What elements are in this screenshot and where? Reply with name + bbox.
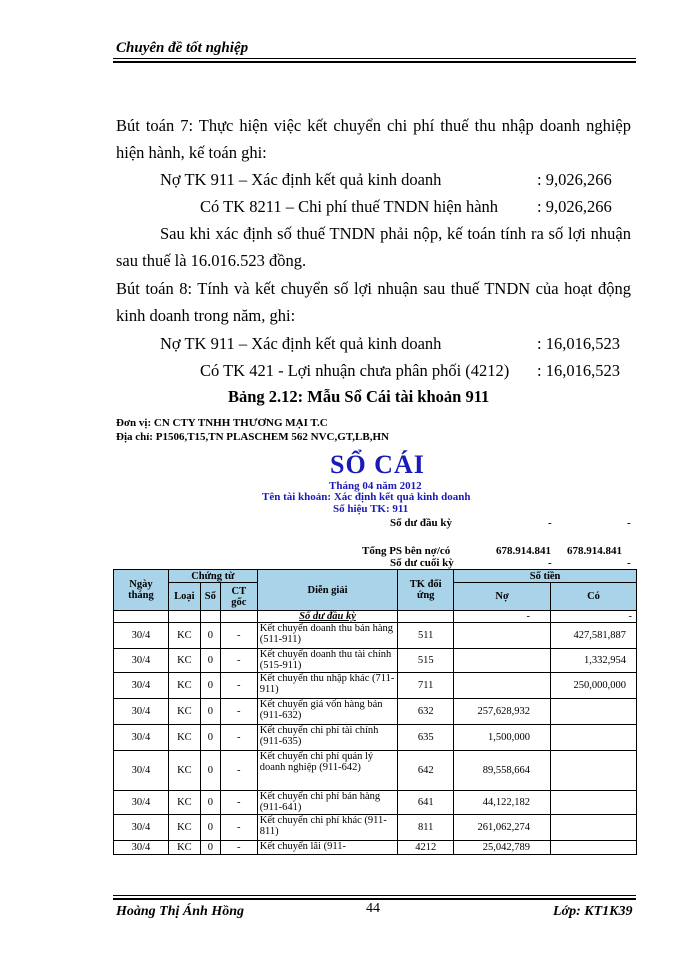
row-ct-goc: - bbox=[220, 699, 257, 725]
header-divider-thick bbox=[113, 61, 636, 63]
col-ct-goc: CT gốc bbox=[220, 583, 257, 611]
table-row bbox=[114, 815, 637, 841]
col-debit: Nợ bbox=[454, 583, 551, 611]
no911-a-value: : 9,026,266 bbox=[537, 170, 612, 189]
entry7-line1: Bút toán 7: Thực hiện việc kết chuyển chi phí thuế thu nhập doanh nghiệp bbox=[116, 116, 631, 135]
row-ct-goc: - bbox=[220, 725, 257, 751]
footer-divider-thick bbox=[113, 898, 636, 900]
row-contra: 642 bbox=[398, 751, 454, 791]
row-debit: 257,628,932 bbox=[454, 699, 551, 725]
row-contra: 4212 bbox=[398, 841, 454, 855]
col-description: Diễn giải bbox=[257, 570, 398, 611]
header-divider bbox=[113, 58, 636, 59]
row-description: Kết chuyển thu nhập khác (711-911) bbox=[257, 673, 398, 699]
row-number: 0 bbox=[200, 815, 220, 841]
row-contra: 641 bbox=[398, 791, 454, 815]
col-contra: TK đối ứng bbox=[398, 570, 454, 611]
co8211-label: Có TK 8211 – Chi phí thuế TNDN hiện hành bbox=[200, 197, 499, 216]
row-credit bbox=[551, 725, 637, 751]
row-date: 30/4 bbox=[114, 815, 169, 841]
row-credit: 427,581,887 bbox=[551, 623, 637, 649]
row-ct-goc: - bbox=[220, 673, 257, 699]
row-date: 30/4 bbox=[114, 673, 169, 699]
col-type: Loại bbox=[168, 583, 200, 611]
row-contra: 635 bbox=[398, 725, 454, 751]
row-contra: 811 bbox=[398, 815, 454, 841]
row-type: KC bbox=[168, 649, 200, 673]
row-number: 0 bbox=[200, 649, 220, 673]
col-credit: Có bbox=[551, 583, 637, 611]
ledger-account-no: Số hiệu TK: 911 bbox=[333, 503, 409, 515]
table-row bbox=[114, 841, 637, 855]
row-date: 30/4 bbox=[114, 791, 169, 815]
row-type: KC bbox=[168, 623, 200, 649]
row-number: 0 bbox=[200, 841, 220, 855]
col-amount: Số tiền bbox=[454, 570, 637, 583]
row-debit: 25,042,789 bbox=[454, 841, 551, 855]
row-type: KC bbox=[168, 841, 200, 855]
row-number: 0 bbox=[200, 751, 220, 791]
opening-row-credit: - bbox=[551, 611, 637, 623]
table-caption: Bảng 2.12: Mẫu Sổ Cái tài khoản 911 bbox=[228, 387, 490, 406]
closing-balance-credit: - bbox=[627, 557, 631, 569]
row-type: KC bbox=[168, 699, 200, 725]
row-number: 0 bbox=[200, 673, 220, 699]
row-description: Kết chuyển lãi (911- bbox=[257, 841, 398, 855]
row-number: 0 bbox=[200, 623, 220, 649]
row-credit: 250,000,000 bbox=[551, 673, 637, 699]
row-ct-goc: - bbox=[220, 841, 257, 855]
row-ct-goc: - bbox=[220, 623, 257, 649]
opening-balance-label: Số dư đầu kỳ bbox=[390, 517, 452, 529]
entry8-line1: Bút toán 8: Tính và kết chuyển số lợi nhuận sau thuế TNDN của hoạt động bbox=[116, 279, 631, 298]
row-ct-goc: - bbox=[220, 751, 257, 791]
row-type: KC bbox=[168, 815, 200, 841]
table-row bbox=[114, 699, 637, 725]
row-type: KC bbox=[168, 725, 200, 751]
row-debit: 44,122,182 bbox=[454, 791, 551, 815]
row-number: 0 bbox=[200, 725, 220, 751]
no911-b-label: Nợ TK 911 – Xác định kết quả kinh doanh bbox=[160, 334, 442, 353]
row-type: KC bbox=[168, 751, 200, 791]
co421-label: Có TK 421 - Lợi nhuận chưa phân phối (4212) bbox=[200, 361, 510, 380]
table-row bbox=[114, 673, 637, 699]
row-number: 0 bbox=[200, 699, 220, 725]
table-row bbox=[114, 623, 637, 649]
row-contra: 711 bbox=[398, 673, 454, 699]
para-line2: sau thuế là 16.016.523 đồng. bbox=[116, 251, 307, 270]
table-row bbox=[114, 725, 637, 751]
row-date: 30/4 bbox=[114, 623, 169, 649]
row-contra: 511 bbox=[398, 623, 454, 649]
row-number: 0 bbox=[200, 791, 220, 815]
footer-class: Lớp: KT1K39 bbox=[553, 904, 633, 919]
col-voucher: Chứng từ bbox=[168, 570, 257, 583]
row-description: Kết chuyển chi phí bán hàng (911-641) bbox=[257, 791, 398, 815]
entry8-line2: kinh doanh trong năm, ghi: bbox=[116, 306, 296, 325]
row-ct-goc: - bbox=[220, 791, 257, 815]
row-date: 30/4 bbox=[114, 649, 169, 673]
row-description: Kết chuyển chi phí khác (911-811) bbox=[257, 815, 398, 841]
no911-a-label: Nợ TK 911 – Xác định kết quả kinh doanh bbox=[160, 170, 442, 189]
ledger-month: Tháng 04 năm 2012 bbox=[329, 480, 422, 492]
table-row bbox=[114, 751, 637, 791]
row-debit bbox=[454, 649, 551, 673]
row-date: 30/4 bbox=[114, 841, 169, 855]
row-credit: 1,332,954 bbox=[551, 649, 637, 673]
row-credit bbox=[551, 841, 637, 855]
row-debit bbox=[454, 623, 551, 649]
row-type: KC bbox=[168, 791, 200, 815]
total-label: Tổng PS bên nợ/có bbox=[362, 545, 451, 557]
row-ct-goc: - bbox=[220, 649, 257, 673]
closing-balance-debit: - bbox=[548, 557, 552, 569]
row-description: Kết chuyển chi phí quản lý doanh nghiệp (911-642) bbox=[257, 751, 398, 791]
total-credit: 678.914.841 bbox=[567, 545, 622, 557]
row-type: KC bbox=[168, 673, 200, 699]
table-row bbox=[114, 649, 637, 673]
opening-balance-credit: - bbox=[627, 517, 631, 529]
row-description: Kết chuyển doanh thu tài chính (515-911) bbox=[257, 649, 398, 673]
closing-balance-label: Số dư cuối kỳ bbox=[390, 557, 454, 569]
row-date: 30/4 bbox=[114, 725, 169, 751]
row-date: 30/4 bbox=[114, 751, 169, 791]
row-ct-goc: - bbox=[220, 815, 257, 841]
page-number: 44 bbox=[366, 901, 380, 916]
footer-divider bbox=[113, 895, 636, 896]
opening-balance-debit: - bbox=[548, 517, 552, 529]
no911-b-value: : 16,016,523 bbox=[537, 334, 620, 353]
row-debit: 89,558,664 bbox=[454, 751, 551, 791]
co8211-value: : 9,026,266 bbox=[537, 197, 612, 216]
ledger-account-name: Tên tài khoản: Xác định kết quả kinh doanh bbox=[262, 491, 471, 503]
co421-value: : 16,016,523 bbox=[537, 361, 620, 380]
row-credit bbox=[551, 791, 637, 815]
row-description: Kết chuyển chi phí tài chính (911-635) bbox=[257, 725, 398, 751]
row-description: Kết chuyển giá vốn hàng bán (911-632) bbox=[257, 699, 398, 725]
col-date: Ngày tháng bbox=[114, 570, 169, 611]
header-title: Chuyên đề tốt nghiệp bbox=[116, 40, 249, 56]
row-credit bbox=[551, 751, 637, 791]
row-credit bbox=[551, 699, 637, 725]
table-row bbox=[114, 791, 637, 815]
para-line1: Sau khi xác định số thuế TNDN phải nộp, kế toán tính ra số lợi nhuận bbox=[160, 224, 631, 243]
total-debit: 678.914.841 bbox=[496, 545, 551, 557]
row-contra: 632 bbox=[398, 699, 454, 725]
opening-row-debit: - bbox=[454, 611, 551, 623]
row-credit bbox=[551, 815, 637, 841]
row-description: Kết chuyển doanh thu bán hàng (511-911) bbox=[257, 623, 398, 649]
ledger-unit: Đơn vị: CN CTY TNHH THƯƠNG MẠI T.C bbox=[116, 417, 328, 429]
ledger-table bbox=[113, 569, 637, 855]
row-contra: 515 bbox=[398, 649, 454, 673]
row-date: 30/4 bbox=[114, 699, 169, 725]
row-debit: 261,062,274 bbox=[454, 815, 551, 841]
row-debit: 1,500,000 bbox=[454, 725, 551, 751]
footer-author: Hoàng Thị Ánh Hồng bbox=[116, 904, 244, 919]
col-number: Số bbox=[200, 583, 220, 611]
entry7-line2: hiện hành, kế toán ghi: bbox=[116, 143, 267, 162]
ledger-title: SỔ CÁI bbox=[330, 450, 425, 479]
opening-row-label: Số dư đầu kỳ bbox=[257, 611, 398, 623]
ledger-address: Địa chỉ: P1506,T15,TN PLASCHEM 562 NVC,GT,LB,HN bbox=[116, 431, 389, 443]
row-debit bbox=[454, 673, 551, 699]
